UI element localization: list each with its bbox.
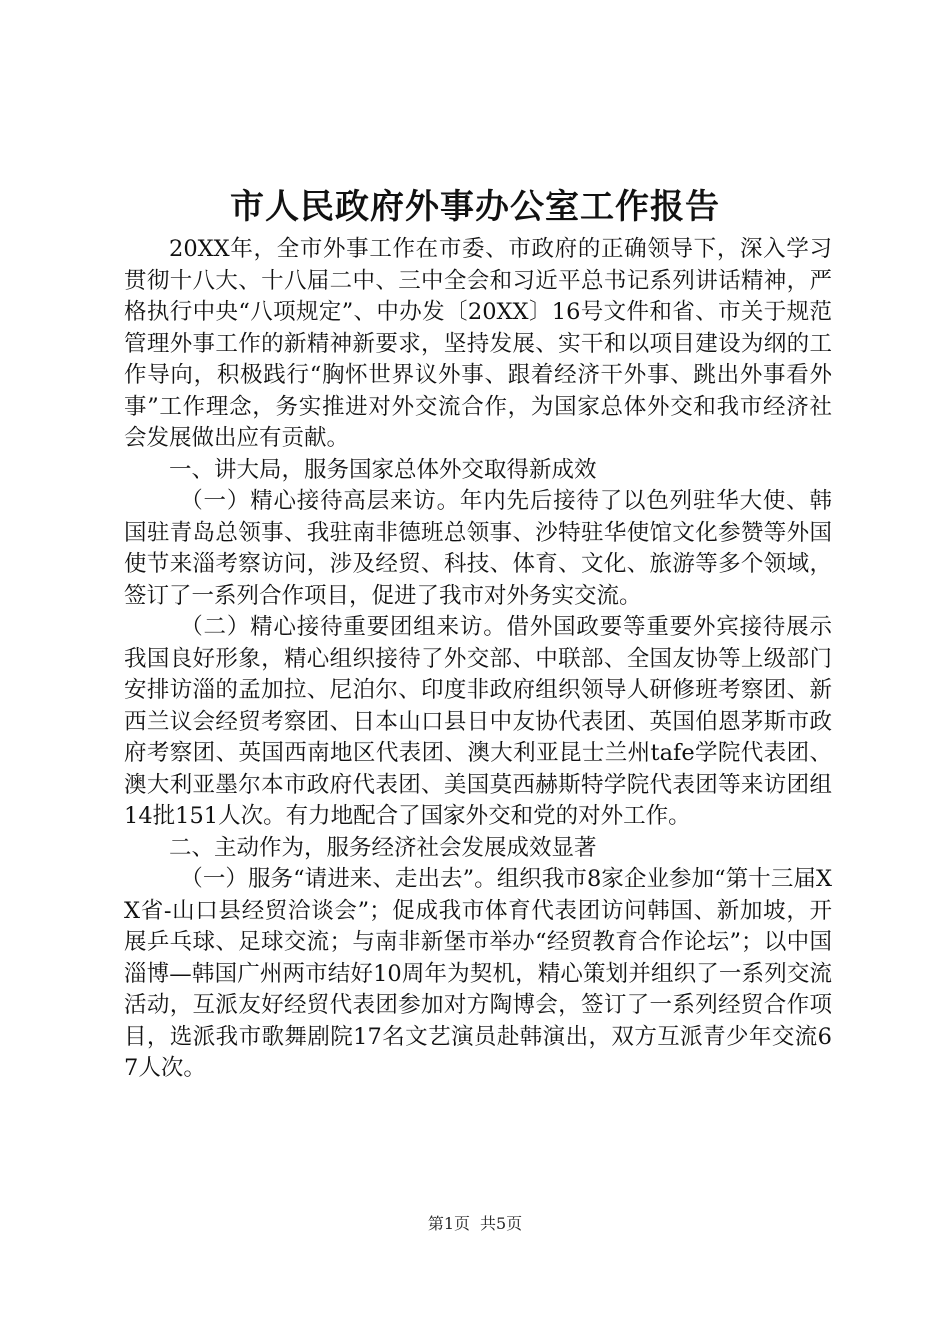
section-1-item-1-paragraph: （一）精心接待高层来访。年内先后接待了以色列驻华大使、韩国驻青岛总领事、我驻南非德班总领事、沙特驻华使馆文化参赞等外国使节来淄考察访问，涉及经贸、科技、体育、文化、旅游等多个领域，签订了一系列合作项目，促进了我市对外务实交流。: [124, 488, 832, 609]
page-total: 共5页: [480, 1214, 523, 1233]
document-body: [124, 234, 832, 1085]
document-title: 市人民政府外事办公室工作报告: [230, 187, 720, 227]
section-1-item-2-paragraph: （二）精心接待重要团组来访。借外国政要等重要外宾接待展示我国良好形象，精心组织接待了外交部、中联部、全国友协等上级部门安排访淄的孟加拉、尼泊尔、印度非政府组织领导人研修班考察团、新西兰议会经贸考察团、日本山口县日中友协代表团、英国伯恩茅斯市政府考察团、英国西南地区代表团、澳大利亚昆士兰州tafe学院代表团、澳大利亚墨尔本市政府代表团、美国莫西赫斯特学院代表团等来访团组14批151人次。有力地配合了国家外交和党的对外工作。: [124, 614, 832, 829]
section-2-item-1-paragraph: （一）服务“请进来、走出去”。组织我市8家企业参加“第十三届XX省-山口县经贸洽谈会”；促成我市体育代表团访问韩国、新加坡，开展乒乓球、足球交流；与南非新堡市举办“经贸教育合作论坛”；以中国淄博—韩国广州两市结好10周年为契机，精心策划并组织了一系列交流活动，互派友好经贸代表团参加对方陶博会，签订了一系列经贸合作项目，选派我市歌舞剧院17名文艺演员赴韩演出，双方互派青少年交流67人次。: [124, 866, 832, 1081]
page-footer: [0, 1213, 950, 1235]
section-heading-1: 一、讲大局，服务国家总体外交取得新成效: [169, 456, 597, 483]
page-number: 第1页: [427, 1214, 470, 1233]
section-heading-2: 二、主动作为，服务经济社会发展成效显著: [169, 834, 597, 861]
intro-paragraph: 20XX年，全市外事工作在市委、市政府的正确领导下，深入学习贯彻十八大、十八届二中、三中全会和习近平总书记系列讲话精神，严格执行中央“八项规定”、中办发〔20XX〕16号文件和省、市关于规范管理外事工作的新精神新要求，坚持发展、实干和以项目建设为纲的工作导向，积极践行“胸怀世界议外事、跟着经济干外事、跳出外事看外事”工作理念，务实推进对外交流合作，为国家总体外交和我市经济社会发展做出应有贡献。: [124, 236, 832, 451]
